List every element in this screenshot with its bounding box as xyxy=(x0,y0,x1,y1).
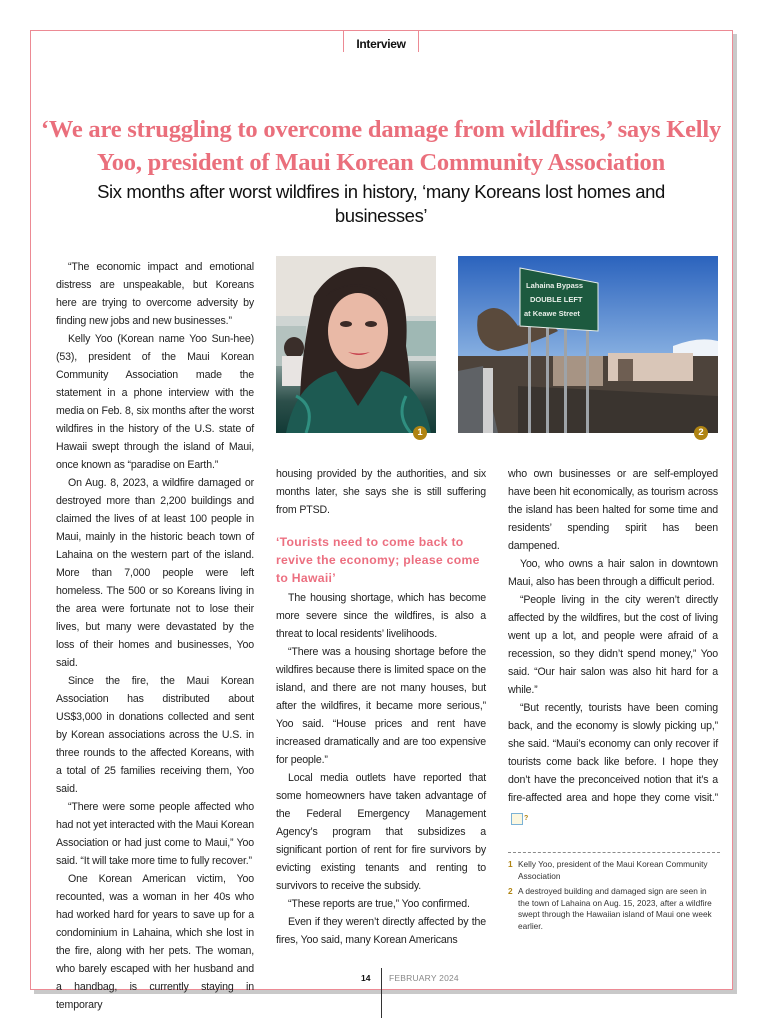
photo-lahaina-damage xyxy=(458,256,718,433)
paragraph: Yoo, who owns a hair salon in downtown Maui, also has been through a difficult period. xyxy=(508,558,718,588)
subheadline: Six months after worst wildfires in history, ‘many Koreans lost homes and businesses’ xyxy=(97,181,665,226)
paragraph-text: “But recently, tourists have been coming back, and the economy is slowly picking up,” she said. “Maui’s economy can only recover if tourists come back like before. I hope they don’t have the preconceived notion that it’s a fire-affected area and hope they come visit.” xyxy=(508,702,718,804)
body-column-2 xyxy=(276,465,486,949)
paragraph: Even if they weren’t directly affected by the fires, Yoo said, many Korean Americans xyxy=(276,916,486,946)
paragraph: “There was a housing shortage before the wildfires because there is limited space on the island, and there are not many houses, but after the wildfires, it became more serious,” Yoo said. “House prices and rent have increased dramatically and are too expensive for people.” xyxy=(276,646,486,766)
paragraph: “There were some people affected who had not yet interacted with the Maui Korean Association or had just come to Maui,” Yoo said. “It will take more time to fully recover.” xyxy=(56,801,254,867)
paragraph: “People living in the city weren’t directly affected by the wildfires, but the cost of living went up a lot, and people were afraid of a recession, so they didn’t spend money,” Yoo said. “Our hair salon was also hit hard for a while.” xyxy=(508,594,718,696)
paragraph: “The economic impact and emotional distress are unspeakable, but Koreans here are trying to overcome adversity by finding new jobs and new businesses.” xyxy=(56,261,254,327)
svg-text:at Keawe Street: at Keawe Street xyxy=(524,309,580,318)
caption xyxy=(508,886,720,932)
paragraph: housing provided by the authorities, and six months later, she says she is still suffering from PTSD. xyxy=(276,468,486,516)
body-column-3 xyxy=(508,465,718,825)
paragraph: The housing shortage, which has become more severe since the wildfires, is also a threat to local residents’ livelihoods. xyxy=(276,592,486,640)
body-column-1 xyxy=(56,258,254,1014)
photo-number-badge: 1 xyxy=(413,426,427,440)
landscape-illustration xyxy=(458,256,718,433)
paragraph: who own businesses or are self-employed have been hit economically, as tourism across the island has been halted for some time and residents’ spending spirit has been dampened. xyxy=(508,468,718,552)
paragraph: Since the fire, the Maui Korean Association has distributed about US$3,000 in donations collected and sent by Korean associations across the U.S. in three rounds to the affected Koreans, with a total of 25 families receiving them, Yoo said. xyxy=(56,675,254,795)
caption-number: 2 xyxy=(508,886,513,896)
end-of-article-icon: ? xyxy=(511,813,523,825)
paragraph: Kelly Yoo (Korean name Yoo Sun-hee) (53), president of the Maui Korean Community Association made the statement in a phone interview with the media on Feb. 8, six months after the worst wildfires in the history of the U.S. state of Hawaii swept through the island of Maui, once known as “paradise on Earth.” xyxy=(56,333,254,471)
caption-number: 1 xyxy=(508,859,513,869)
portrait-illustration xyxy=(276,256,436,433)
page-number: 14 xyxy=(361,973,371,983)
paragraph xyxy=(508,699,718,825)
paragraph: Local media outlets have reported that some homeowners have taken advantage of the Federal Emergency Management Agency’s program that subsidizes a significant portion of rent for fire survivors by evicting existing tenants and renting to survivors to receive the subsidy. xyxy=(276,772,486,892)
photo-kelly-yoo xyxy=(276,256,436,433)
section-subtitle: ‘Tourists need to come back to revive the economy; please come to Hawaii’ xyxy=(276,535,480,585)
footer-divider xyxy=(381,968,382,1018)
sign-text: Lahaina Bypass xyxy=(526,281,584,290)
photo-number-badge: 2 xyxy=(694,426,708,440)
caption-divider xyxy=(508,852,720,853)
paragraph: One Korean American victim, Yoo recounted, was a woman in her 40s who had worked hard for years to save up for a condominium in Lahaina, which she lost in the fire, along with her pets. The woman, who barely escaped with her husband and a handbag, is currently staying in temporary xyxy=(56,873,254,1011)
section-label: Interview xyxy=(343,30,419,52)
caption-text: Kelly Yoo, president of the Maui Korean Community Association xyxy=(518,859,708,881)
paragraph: On Aug. 8, 2023, a wildfire damaged or destroyed more than 2,200 buildings and claimed the lives of at least 100 people in Maui, mainly in the historic beach town of Lahaina on the western part of the island. More than 7,000 people were left homeless. The 500 or so Koreans living in the area were fortunate not to lose their lives, but many were devastated by the loss of their homes and businesses, Yoo said. xyxy=(56,477,254,669)
photo-captions xyxy=(508,852,720,936)
caption xyxy=(508,859,720,882)
svg-text:DOUBLE LEFT: DOUBLE LEFT xyxy=(530,295,583,304)
caption-text: A destroyed building and damaged sign are seen in the town of Lahaina on Aug. 15, 2023, after a wildfire swept through the Hawaiian island of Maui one week earlier. xyxy=(518,886,712,931)
headline: ‘We are struggling to overcome damage from wildfires,’ says Kelly Yoo, president of Maui Korean Community Association xyxy=(40,116,722,176)
paragraph: “These reports are true,” Yoo confirmed. xyxy=(288,898,470,910)
issue-date: FEBRUARY 2024 xyxy=(389,973,459,983)
